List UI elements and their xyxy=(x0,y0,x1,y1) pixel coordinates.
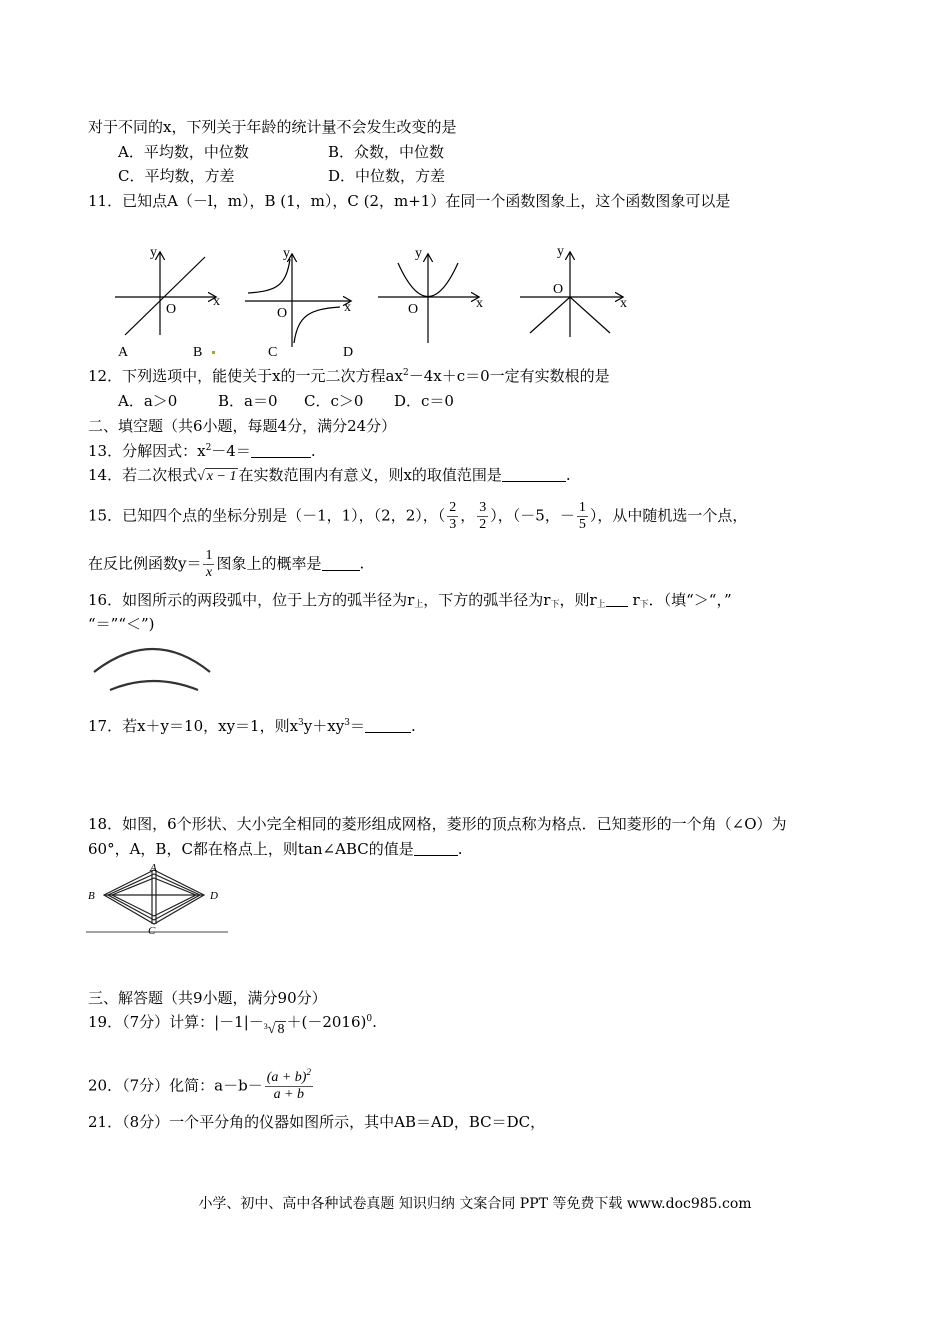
graph-c-letter: C xyxy=(268,345,278,360)
q12-option-d: D．c＝0 xyxy=(394,392,454,410)
q16-b: ，下方的弧半径为r xyxy=(423,591,551,609)
q14-b: 在实数范围内有意义，则x的取值范围是 xyxy=(238,466,502,484)
q16-d: r xyxy=(632,591,640,609)
q19-sup: 0 xyxy=(366,1014,373,1024)
q20-a: 20．（7分）化简：a－b－ xyxy=(88,1076,263,1095)
q12-stem-b: －4x＋c＝0一定有实数根的是 xyxy=(408,367,610,385)
q18-answer-blank[interactable] xyxy=(414,841,458,856)
q15-line2 xyxy=(88,548,364,581)
graph-a-letter: A xyxy=(118,345,129,360)
graph-a xyxy=(115,253,215,335)
q15-sep: ， xyxy=(460,506,476,525)
q17-c: ＝ xyxy=(349,717,365,735)
q10-option-c: C．平均数，方差 xyxy=(118,167,235,185)
q19-a: 19．（7分）计算：|－1|－ xyxy=(88,1013,264,1031)
q10-option-d: D．中位数，方差 xyxy=(328,167,446,185)
q14-a: 14．若二次根式 xyxy=(88,466,198,484)
graph-c-origin: O xyxy=(408,302,419,317)
q13 xyxy=(88,441,316,461)
q12-options xyxy=(118,391,454,411)
page-footer: 小学、初中、高中各种试卷真题 知识归纳 文案合同 PPT 等免费下载 www.doc985.com xyxy=(198,1196,752,1212)
q18-line2-b: . xyxy=(457,840,463,858)
q10-option-a: A．平均数，中位数 xyxy=(118,143,249,161)
q14-c: . xyxy=(565,466,571,484)
graph-d-origin: O xyxy=(553,282,564,297)
q14-radical: √ x − 1 xyxy=(197,469,237,484)
q14-answer-blank[interactable] xyxy=(502,467,566,482)
q10-stem: 对于不同的x，下列关于年龄的统计量不会发生改变的是 xyxy=(88,118,457,136)
q18-point-a: A xyxy=(150,862,157,874)
graph-b-x-label: x xyxy=(344,300,351,315)
q15-fraction-3: $\frac{1}{5}$ xyxy=(578,500,586,532)
q17-a: 17．若x＋y＝10，xy＝1，则x xyxy=(88,717,299,735)
q15-fraction-1: $\frac{2}{3}$ xyxy=(449,500,457,532)
q16-arcs-figure xyxy=(88,638,218,698)
graph-c-y-label: y xyxy=(415,246,422,261)
q17-sup-1: 3 xyxy=(298,718,304,728)
graph-c xyxy=(378,255,478,343)
q12-stem-sup: 2 xyxy=(402,368,409,378)
upper-arc xyxy=(94,649,210,672)
q18-point-b: B xyxy=(88,890,95,902)
q11-stem: 11．已知点A（－l，m），B (1，m），C (2，m+1）在同一个函数图象上，这个函数图象可以是 xyxy=(88,192,731,210)
graph-a-y-label: y xyxy=(150,245,157,260)
q16-sub-down-2: 下 xyxy=(639,600,649,610)
q13-b: －4＝ xyxy=(211,442,251,460)
q15-answer-blank[interactable] xyxy=(322,556,360,571)
q15-line2-a: 在反比例函数y＝ xyxy=(88,554,202,573)
q12-option-a: A．a＞0 xyxy=(118,392,178,410)
q20-fraction: $\frac{(a + b)^2}{a + b}$ xyxy=(266,1067,311,1102)
q19 xyxy=(88,1012,377,1037)
q16-sub-up-2: 上 xyxy=(596,600,606,610)
graph-d-y-label: y xyxy=(557,244,564,259)
q10-options-row2 xyxy=(118,166,445,186)
lower-arc xyxy=(110,681,198,690)
q17-d: . xyxy=(410,717,416,735)
q10-option-b: B．众数，中位数 xyxy=(328,143,445,161)
q18-line2-a: 60°，A，B，C都在格点上，则tan∠ABC的值是 xyxy=(88,840,414,858)
q12-stem-a: 12．下列选项中，能使关于x的一元二次方程ax xyxy=(88,367,403,385)
q12-option-c: C．c＞0 xyxy=(304,392,364,410)
q15-line2-c: . xyxy=(359,554,365,573)
q19-cube-root: $^3$√ 8 xyxy=(263,1022,285,1037)
q19-c: . xyxy=(372,1013,377,1031)
q18-line1: 18．如图，6个形状、大小完全相同的菱形组成网格，菱形的顶点称为格点．已知菱形的一个角（∠O）为 xyxy=(88,815,787,833)
q13-answer-blank[interactable] xyxy=(251,443,311,458)
q13-c: . xyxy=(310,442,316,460)
q18-point-c: C xyxy=(148,925,156,937)
q11-graphs xyxy=(0,235,700,365)
q16-e: ．（填“＞“，” xyxy=(648,591,732,609)
q14 xyxy=(88,465,571,487)
section-3-heading: 三、解答题（共9小题，满分90分） xyxy=(88,989,327,1007)
q15-c: ），从中随机选一个点， xyxy=(589,506,748,525)
q14-radicand: x − 1 xyxy=(206,469,237,484)
q15-fraction-4: $\frac{1}{x}$ xyxy=(205,548,213,580)
q16-answer-blank[interactable] xyxy=(606,592,628,607)
graph-b-y-label: y xyxy=(283,246,290,261)
graph-c-x-label: x xyxy=(476,296,483,311)
graph-b-origin: O xyxy=(277,306,288,321)
q17-sup-2: 3 xyxy=(344,718,350,728)
graph-d-letter: D xyxy=(343,345,354,360)
q21: 21．（8分）一个平分角的仪器如图所示，其中AB＝AD，BC＝DC， xyxy=(88,1113,546,1131)
q15-line1 xyxy=(88,500,747,533)
q17-b: y＋xy xyxy=(303,717,345,735)
q15-b: ），（－5，－ xyxy=(490,506,575,525)
q15-line2-b: 图象上的概率是 xyxy=(216,554,322,573)
q18-rhombus-grid-figure xyxy=(86,862,236,937)
graph-a-origin: O xyxy=(166,302,177,317)
graph-a-x-label: x xyxy=(213,294,220,309)
q19-b: ＋(－2016) xyxy=(286,1013,367,1031)
section-2-heading: 二、填空题（共6小题，每题4分，满分24分） xyxy=(88,417,397,435)
q15-a: 15．已知四个点的坐标分别是（－1，1），（2，2），（ xyxy=(88,506,446,525)
graph-b xyxy=(245,255,350,347)
graph-b-letter: B xyxy=(193,345,203,360)
q16-a: 16．如图所示的两段弧中，位于上方的弧半径为r xyxy=(88,591,415,609)
q13-a: 13．分解因式：x xyxy=(88,442,206,460)
q16-c: ，则r xyxy=(559,591,597,609)
q12-stem xyxy=(88,366,610,386)
q12-option-b: B．a＝0 xyxy=(218,392,278,410)
q16-sub-up: 上 xyxy=(414,600,424,610)
q15-fraction-2: $\frac{3}{2}$ xyxy=(479,500,487,532)
graph-d xyxy=(520,253,622,337)
q17 xyxy=(88,716,416,736)
q17-answer-blank[interactable] xyxy=(365,718,411,733)
q16-line2: “＝”“＜”) xyxy=(88,615,155,633)
graph-d-x-label: x xyxy=(620,296,627,311)
q10-options-row1 xyxy=(118,142,444,162)
q16-sub-down: 下 xyxy=(550,600,560,610)
q16-line1 xyxy=(88,590,732,610)
q18-point-d: D xyxy=(210,890,218,902)
q20 xyxy=(88,1067,315,1103)
q18-line2 xyxy=(88,839,463,859)
q13-sup: 2 xyxy=(205,443,212,453)
